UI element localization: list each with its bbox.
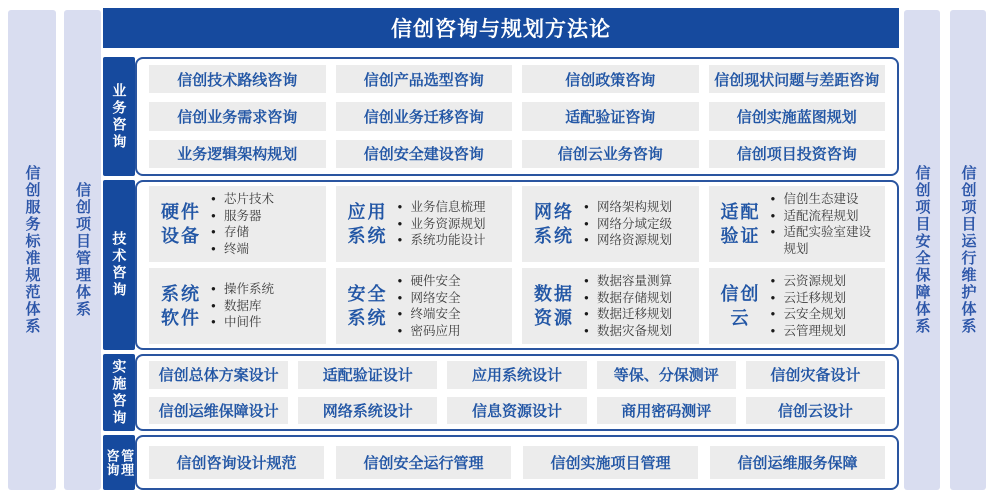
- bullet-text: 云资源规划: [783, 274, 847, 288]
- bullet-item: [771, 208, 880, 225]
- bullet-dot-icon: ●: [584, 292, 589, 302]
- tech-domain-title-line: 设备: [161, 226, 201, 246]
- bullet-dot-icon: ●: [584, 325, 589, 335]
- tech-domain-bullet-list: [211, 191, 320, 257]
- bullet-item: [398, 290, 507, 307]
- bullet-dot-icon: ●: [584, 202, 589, 212]
- section-label-implementation: [103, 354, 135, 431]
- tech-domain-title-line: 验证: [720, 226, 761, 246]
- bullet-text: 数据迁移规划: [597, 307, 673, 321]
- bullet-text: 业务信息梳理: [410, 200, 486, 215]
- bullet-text: 操作系统: [224, 282, 275, 297]
- bullet-item: [771, 273, 880, 290]
- tech-domain-title-line: 安全: [347, 283, 388, 304]
- tech-domain-block: [522, 268, 699, 344]
- system-bar-service-standards: [8, 10, 56, 490]
- section-technical-consulting: [103, 180, 899, 350]
- bullet-text: 云管理规划: [783, 323, 847, 338]
- bullet-item: [771, 306, 880, 323]
- vertical-label-text: 实施咨询: [111, 358, 128, 427]
- bullet-item: [771, 191, 880, 208]
- bullet-text: 适配流程规划: [783, 208, 859, 223]
- consulting-item: 信创业务需求咨询: [149, 102, 326, 130]
- bullet-dot-icon: ●: [397, 235, 403, 245]
- bullet-dot-icon: ●: [770, 325, 776, 335]
- bullet-dot-icon: ●: [397, 202, 403, 212]
- consulting-item: 信创技术路线咨询: [149, 65, 326, 93]
- bullet-dot-icon: ●: [584, 276, 589, 285]
- tech-domain-bullet-list: [584, 199, 693, 249]
- bullet-dot-icon: ●: [211, 284, 216, 294]
- bullet-item: [771, 224, 880, 257]
- bullet-text: 云安全规划: [783, 307, 847, 321]
- vertical-label-text: 咨询: [104, 448, 120, 477]
- consulting-item: 信创总体方案设计: [149, 361, 288, 389]
- bullet-text: 网络安全: [410, 290, 461, 305]
- bullet-dot-icon: ●: [211, 300, 216, 310]
- bullet-text: 适配实验室建设规划: [783, 225, 872, 256]
- bullet-text: 密码应用: [410, 323, 461, 338]
- bullet-text: 云迁移规划: [783, 290, 847, 305]
- consulting-item: 信创安全建设咨询: [336, 140, 513, 168]
- bullet-item: [211, 281, 320, 298]
- consulting-item: 适配验证咨询: [522, 102, 699, 130]
- bullet-item: [398, 216, 507, 233]
- system-bar-project-management: [64, 10, 101, 490]
- bullet-text: 终端安全: [410, 307, 461, 321]
- tech-domain-bullet-list: [771, 191, 880, 257]
- bullet-text: 数据存储规划: [597, 290, 673, 305]
- bullet-text: 信创生态建设: [783, 192, 859, 206]
- tech-domain-bullet-list: [398, 273, 507, 339]
- bullet-item: [584, 232, 693, 249]
- bullet-text: 数据容量测算: [597, 274, 673, 288]
- section-implementation-consulting: [103, 354, 899, 431]
- consulting-item: 信创灾备设计: [746, 361, 885, 389]
- tech-domain-title-line: 网络: [534, 201, 574, 222]
- tech-domain-title-line: 系统: [347, 226, 388, 246]
- bullet-text: 网络资源规划: [597, 233, 673, 248]
- bullet-dot-icon: ●: [211, 210, 216, 220]
- bullet-dot-icon: ●: [397, 292, 403, 302]
- bullet-item: [771, 290, 880, 307]
- tech-domain-block: [149, 268, 326, 344]
- consulting-item: 信创业务迁移咨询: [336, 102, 513, 130]
- system-bar-label: 信创项目安全保障体系: [913, 165, 931, 335]
- tech-domain-title-line: 系统: [534, 226, 574, 246]
- bullet-item: [398, 199, 507, 216]
- consulting-item: 适配验证设计: [298, 361, 437, 389]
- consulting-item: 信创运维保障设计: [149, 397, 288, 425]
- bullet-dot-icon: ●: [211, 227, 216, 236]
- bullet-item: [584, 290, 693, 307]
- bullet-item: [584, 216, 693, 233]
- diagram-title: 信创咨询与规划方法论: [103, 8, 899, 48]
- tech-domain-title-line: 应用: [347, 201, 388, 222]
- bullet-dot-icon: ●: [397, 309, 403, 318]
- tech-domain-title-line: 系统: [161, 283, 201, 304]
- tech-domain-title: [719, 282, 763, 331]
- consulting-item: 信创政策咨询: [522, 65, 699, 93]
- bullet-item: [584, 306, 693, 323]
- tech-domain-block: [336, 186, 513, 262]
- section-label-business: [103, 57, 135, 176]
- system-bar-label: 信创项目运行维护体系: [959, 165, 977, 335]
- bullet-text: 硬件安全: [410, 274, 461, 288]
- consulting-item: 信创安全运行管理: [336, 446, 511, 479]
- bullet-dot-icon: ●: [397, 325, 403, 335]
- bullet-item: [584, 199, 693, 216]
- tech-domain-bullet-list: [771, 273, 880, 339]
- bullet-dot-icon: ●: [584, 309, 589, 318]
- tech-domain-title-line: 云: [730, 308, 751, 328]
- section-label-technical: [103, 180, 135, 350]
- tech-domain-block: [709, 186, 886, 262]
- system-bar-security-assurance: [904, 10, 940, 490]
- consulting-item: 等保、分保测评: [597, 361, 736, 389]
- section-consulting-management: [103, 435, 899, 490]
- consulting-item: 网络系统设计: [298, 397, 437, 425]
- tech-domain-bullet-list: [398, 199, 507, 249]
- bullet-text: 服务器: [224, 208, 262, 223]
- tech-domain-title-line: 系统: [347, 308, 388, 328]
- bullet-item: [584, 323, 693, 340]
- bullet-text: 芯片技术: [224, 192, 275, 206]
- consulting-item: 信创实施项目管理: [523, 446, 698, 479]
- bullet-item: [211, 241, 320, 258]
- business-items-grid: [135, 57, 899, 176]
- bullet-text: 数据灾备规划: [597, 323, 673, 338]
- bullet-item: [398, 273, 507, 290]
- bullet-dot-icon: ●: [770, 227, 776, 236]
- bullet-dot-icon: ●: [770, 276, 776, 285]
- section-business-consulting: [103, 57, 899, 176]
- consulting-item: 信创云设计: [746, 397, 885, 425]
- bullet-text: 数据库: [224, 298, 262, 313]
- bullet-dot-icon: ●: [584, 218, 589, 228]
- bullet-item: [211, 191, 320, 208]
- technical-blocks-grid: [135, 180, 899, 350]
- management-items-grid: [135, 435, 899, 490]
- bullet-item: [584, 273, 693, 290]
- tech-domain-title: [346, 200, 390, 249]
- tech-domain-block: [522, 186, 699, 262]
- consulting-item: 信创项目投资咨询: [709, 140, 886, 168]
- bullet-item: [398, 323, 507, 340]
- section-label-management: [103, 435, 135, 490]
- bullet-item: [398, 306, 507, 323]
- vertical-label-text: 管理: [119, 448, 135, 477]
- tech-domain-block: [336, 268, 513, 344]
- tech-domain-title-line: 信创: [720, 283, 761, 304]
- bullet-text: 业务资源规划: [410, 216, 486, 231]
- bullet-dot-icon: ●: [211, 243, 216, 253]
- tech-domain-title: [159, 282, 203, 331]
- bullet-dot-icon: ●: [211, 194, 216, 203]
- system-bar-label: 信创服务标准规范体系: [23, 165, 41, 335]
- tech-domain-bullet-list: [211, 281, 320, 331]
- bullet-dot-icon: ●: [770, 309, 776, 318]
- tech-domain-title: [532, 200, 576, 249]
- bullet-item: [211, 298, 320, 315]
- tech-domain-title: [532, 282, 576, 331]
- consulting-item: 信创产品选型咨询: [336, 65, 513, 93]
- consulting-item: 信息资源设计: [447, 397, 586, 425]
- bullet-item: [211, 224, 320, 241]
- bullet-dot-icon: ●: [770, 292, 776, 302]
- consulting-item: 信创运维服务保障: [710, 446, 885, 479]
- bullet-dot-icon: ●: [584, 235, 589, 245]
- bullet-dot-icon: ●: [397, 276, 403, 285]
- bullet-text: 网络分域定级: [597, 216, 673, 231]
- bullet-text: 系统功能设计: [410, 233, 486, 248]
- bullet-item: [771, 323, 880, 340]
- tech-domain-block: [149, 186, 326, 262]
- bullet-item: [211, 314, 320, 331]
- bullet-item: [211, 208, 320, 225]
- bullet-dot-icon: ●: [770, 210, 776, 220]
- tech-domain-title: [159, 200, 203, 249]
- consulting-item: 业务逻辑架构规划: [149, 140, 326, 168]
- bullet-dot-icon: ●: [211, 317, 216, 327]
- tech-domain-title-line: 适配: [720, 201, 761, 222]
- tech-domain-title: [719, 200, 763, 249]
- system-bar-operation-maintenance: [950, 10, 986, 490]
- bullet-text: 存储: [224, 225, 250, 239]
- bullet-text: 网络架构规划: [597, 200, 673, 215]
- tech-domain-title: [346, 282, 390, 331]
- consulting-item: 信创咨询设计规范: [149, 446, 324, 479]
- bullet-text: 终端: [224, 241, 250, 256]
- consulting-item: 信创现状问题与差距咨询: [709, 65, 886, 93]
- consulting-item: 商用密码测评: [597, 397, 736, 425]
- bullet-dot-icon: ●: [397, 218, 403, 228]
- bullet-dot-icon: ●: [770, 194, 776, 203]
- consulting-item: 信创云业务咨询: [522, 140, 699, 168]
- tech-domain-title-line: 硬件: [161, 201, 201, 222]
- consulting-item: 信创实施蓝图规划: [709, 102, 886, 130]
- implementation-items-grid: [135, 354, 899, 431]
- vertical-label-text: 业务咨询: [111, 82, 128, 151]
- tech-domain-bullet-list: [584, 273, 693, 339]
- bullet-item: [398, 232, 507, 249]
- bullet-text: 中间件: [224, 315, 262, 330]
- vertical-label-text: 技术咨询: [111, 231, 128, 299]
- methodology-panel: [103, 0, 899, 496]
- tech-domain-block: [709, 268, 886, 344]
- tech-domain-title-line: 软件: [161, 308, 201, 328]
- system-bar-label: 信创项目管理体系: [74, 182, 91, 318]
- tech-domain-title-line: 数据: [534, 283, 574, 304]
- tech-domain-title-line: 资源: [534, 308, 574, 328]
- consulting-item: 应用系统设计: [447, 361, 586, 389]
